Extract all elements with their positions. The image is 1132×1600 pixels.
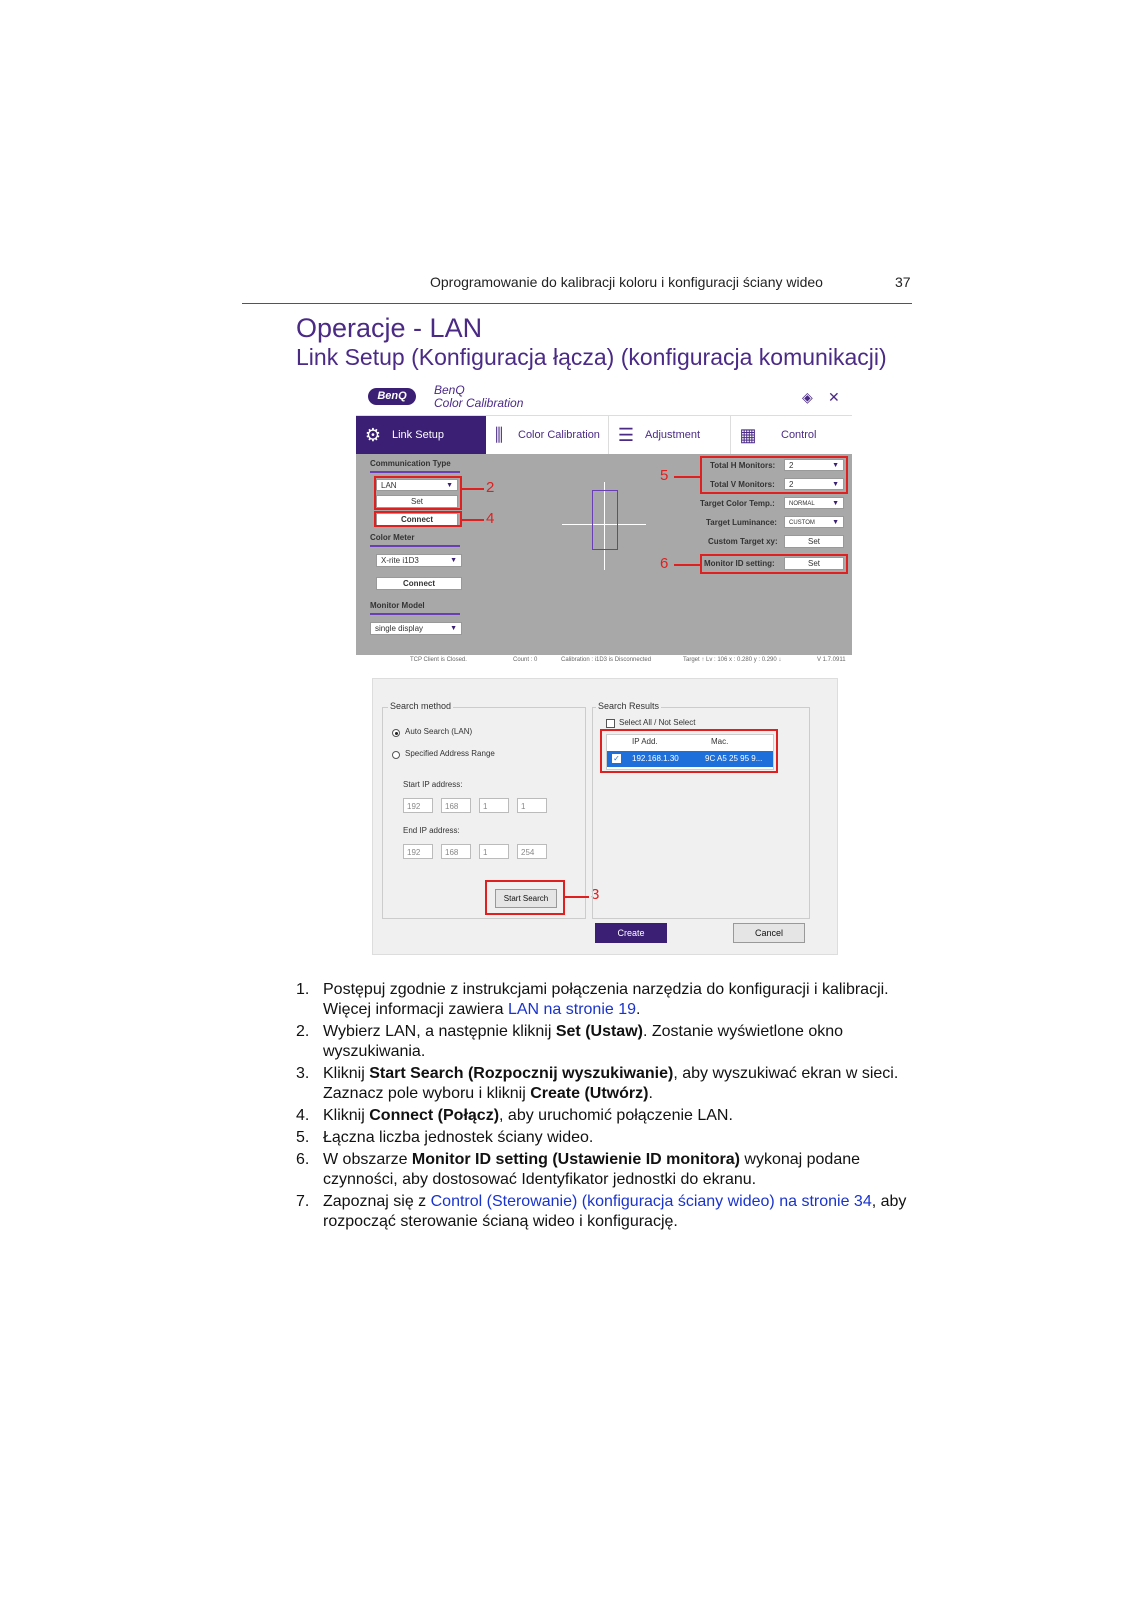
step-text: Postępuj zgodnie z instrukcjami połączenia narzędzia do konfiguracji i kalibracji. Więcej informacji zawiera: [323, 981, 889, 1018]
close-icon[interactable]: ✕: [828, 389, 840, 405]
list-item: [296, 1022, 916, 1062]
specified-range-radio[interactable]: [392, 751, 400, 759]
callout-number-2: 2: [486, 479, 495, 496]
tab-color-calibration[interactable]: [488, 416, 604, 454]
list-number: 1.: [296, 981, 310, 998]
step-text: Kliknij: [323, 1065, 370, 1082]
target-temp-dropdown[interactable]: NORMAL ▼: [784, 497, 844, 509]
select-all-label: Select All / Not Select: [619, 718, 696, 727]
comm-type-dropdown[interactable]: LAN ▼: [376, 479, 458, 491]
monitor-grid-preview: [592, 490, 618, 550]
color-meter-dropdown[interactable]: X-rite i1D3 ▼: [376, 554, 462, 567]
callout-box-6: [700, 554, 848, 574]
bold-term: Monitor ID setting (Ustawienie ID monitora): [411, 1151, 740, 1168]
end-ip-octet-3[interactable]: 1: [479, 844, 509, 859]
total-v-label: Total V Monitors:: [710, 480, 775, 489]
connect-button[interactable]: Connect: [376, 513, 458, 526]
monitor-model-label: Monitor Model: [370, 601, 425, 610]
target-lum-label: Target Luminance:: [706, 518, 777, 527]
start-ip-octet-4[interactable]: 1: [517, 798, 547, 813]
benq-logo: BenQ: [368, 388, 416, 405]
callout-box-3: [485, 880, 565, 915]
step-text: . Zostanie wyświetlone okno wyszukiwania.: [323, 1023, 844, 1060]
callout-number-6: 6: [660, 555, 669, 572]
step-text: W obszarze: [323, 1151, 412, 1168]
row-ip: 192.168.1.30: [632, 754, 679, 763]
steps-list: [296, 980, 916, 1234]
monitor-id-set-button[interactable]: Set: [784, 557, 844, 570]
tab-label: Adjustment: [645, 429, 701, 441]
status-bar: [356, 655, 852, 667]
list-item: [296, 1150, 916, 1190]
step-text: , aby wyszukiwać ekran w sieci. Zaznacz pole wyboru i kliknij: [323, 1065, 899, 1102]
step-text: , aby uruchomić połączenie LAN.: [499, 1107, 733, 1124]
callout-line-4: [462, 519, 484, 521]
callout-number-4: 4: [486, 510, 495, 527]
custom-xy-set-button[interactable]: Set: [784, 535, 844, 548]
app-name-line1: BenQ: [434, 383, 465, 397]
cancel-button[interactable]: Cancel: [733, 923, 805, 943]
app-titlebar: [356, 377, 852, 415]
bold-term: Create (Utwórz): [530, 1085, 649, 1102]
list-number: 5.: [296, 1129, 310, 1146]
step-text: Wybierz LAN, a następnie kliknij: [323, 1023, 556, 1040]
list-item: [296, 980, 916, 1020]
running-title: Oprogramowanie do kalibracji koloru i konfiguracji ściany wideo: [430, 274, 823, 290]
underline: [370, 613, 460, 615]
step-text: wykonaj podane czynności, aby dostosować Identyfikator jednostki do ekranu.: [323, 1151, 861, 1188]
tab-label: Color Calibration: [518, 429, 600, 441]
tab-link-setup[interactable]: [356, 416, 486, 454]
tab-bar: [356, 415, 852, 454]
target-lum-dropdown[interactable]: CUSTOM ▼: [784, 516, 844, 528]
settings-icon[interactable]: ◈: [802, 389, 813, 405]
callout-line-3: [565, 896, 589, 898]
callout-line-2: [462, 488, 484, 490]
create-button[interactable]: Create: [595, 923, 667, 943]
app-name-line2: Color Calibration: [434, 396, 524, 410]
status-target: Target ↑ Lv : 106 x : 0.280 y : 0.290 ↓: [683, 657, 782, 663]
tab-label: Control: [781, 429, 817, 441]
tab-control[interactable]: [730, 416, 852, 454]
underline: [370, 471, 460, 473]
end-ip-label: End IP address:: [403, 826, 460, 835]
sliders-icon: ⫼: [494, 424, 504, 445]
monitor-model-dropdown[interactable]: single display ▼: [370, 622, 462, 635]
search-dialog: [372, 678, 838, 955]
list-number: 7.: [296, 1193, 310, 1210]
auto-search-radio[interactable]: [392, 729, 400, 737]
callout-box-2: [374, 476, 462, 510]
step-text: Kliknij: [323, 1107, 370, 1124]
step-text: Zapoznaj się z: [323, 1193, 431, 1210]
list-item: [296, 1192, 916, 1232]
list-number: 2.: [296, 1023, 310, 1040]
status-tcp: TCP Client is Closed.: [410, 657, 467, 663]
col-ip-header: IP Add.: [632, 737, 658, 746]
comm-type-label: Communication Type: [370, 459, 451, 468]
list-number: 4.: [296, 1107, 310, 1124]
target-temp-label: Target Color Temp.:: [700, 499, 775, 508]
bold-term: Start Search (Rozpocznij wyszukiwanie): [369, 1065, 674, 1082]
status-version: V 1.7.0911: [817, 657, 846, 663]
list-number: 6.: [296, 1151, 310, 1168]
auto-search-label: Auto Search (LAN): [405, 727, 473, 736]
end-ip-octet-4[interactable]: 254: [517, 844, 547, 859]
bold-term: Set (Ustaw): [555, 1023, 643, 1040]
start-ip-octet-1[interactable]: 192: [403, 798, 433, 813]
step-text: Łączna liczba jednostek ściany wideo.: [323, 1129, 594, 1146]
callout-number-5: 5: [660, 467, 669, 484]
custom-xy-label: Custom Target xy:: [708, 537, 778, 546]
start-ip-label: Start IP address:: [403, 780, 463, 789]
grid-icon: ▦: [739, 424, 757, 445]
bold-term: Connect (Połącz): [369, 1107, 500, 1124]
status-count: Count : 0: [513, 657, 538, 663]
start-search-button[interactable]: Start Search: [495, 889, 557, 908]
callout-line-6: [674, 564, 700, 566]
row-checkbox[interactable]: ✓: [613, 754, 620, 763]
callout-line-5: [674, 476, 700, 478]
search-results-label: Search Results: [598, 701, 660, 711]
cross-reference-link[interactable]: Control (Sterowanie) (konfiguracja ściany wideo) na stronie 34: [430, 1193, 872, 1210]
header-rule: [242, 303, 912, 304]
search-method-label: Search method: [390, 701, 452, 711]
list-number: 3.: [296, 1065, 310, 1082]
monitor-id-label: Monitor ID setting:: [704, 559, 775, 568]
set-button[interactable]: Set: [376, 495, 458, 508]
callout-box-4: [374, 511, 462, 527]
page-number: 37: [895, 274, 911, 290]
section-subtitle: Link Setup (Konfiguracja łącza) (konfiguracja komunikacji): [296, 344, 887, 370]
specified-range-label: Specified Address Range: [405, 749, 495, 758]
total-h-label: Total H Monitors:: [710, 461, 776, 470]
step-text: , aby rozpocząć sterowanie ścianą wideo i konfigurację.: [323, 1193, 907, 1230]
callout-box-results: [600, 729, 778, 773]
start-ip-octet-3[interactable]: 1: [479, 798, 509, 813]
total-v-dropdown[interactable]: 2 ▼: [784, 478, 844, 490]
tab-adjustment[interactable]: [608, 416, 731, 454]
end-ip-octet-1[interactable]: 192: [403, 844, 433, 859]
list-item: [296, 1128, 916, 1148]
end-ip-octet-2[interactable]: 168: [441, 844, 471, 859]
list-item: [296, 1106, 916, 1126]
row-mac: 9C A5 25 95 9...: [705, 754, 763, 763]
app-screenshot: [356, 377, 852, 667]
select-all-checkbox[interactable]: [606, 719, 615, 728]
col-mac-header: Mac.: [711, 737, 729, 746]
start-ip-octet-2[interactable]: 168: [441, 798, 471, 813]
section-title: Operacje - LAN: [296, 313, 483, 343]
step-text: .: [648, 1085, 653, 1102]
callout-box-5: [700, 456, 848, 494]
cross-reference-link[interactable]: LAN na stronie 19: [507, 1001, 637, 1018]
status-calibration: Calibration : i1D3 is Disconnected: [561, 657, 652, 663]
gear-icon: ⚙: [364, 424, 382, 445]
step-text: .: [636, 1001, 641, 1018]
adjust-icon: ☰: [617, 424, 635, 445]
list-item: [296, 1064, 916, 1104]
color-meter-label: Color Meter: [370, 533, 415, 542]
color-meter-connect-button[interactable]: Connect: [376, 577, 462, 590]
total-h-dropdown[interactable]: 2 ▼: [784, 459, 844, 471]
underline: [370, 545, 460, 547]
callout-number-3: 3: [591, 886, 600, 903]
tab-label: Link Setup: [392, 429, 444, 441]
